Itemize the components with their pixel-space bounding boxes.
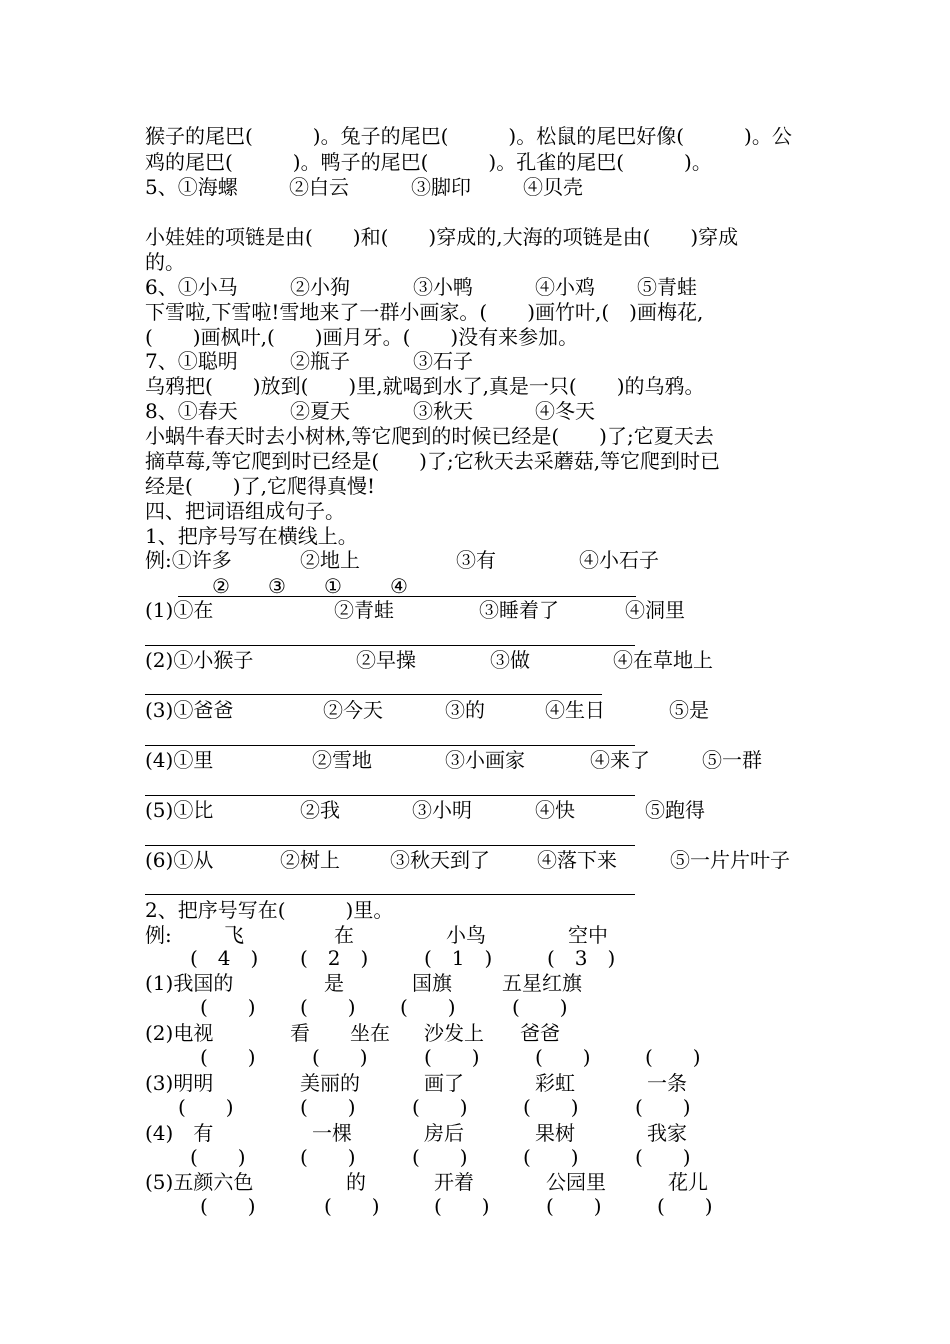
word-option: (2)①小猴子: [145, 648, 254, 672]
answer-blank[interactable]: ( ): [300, 1095, 356, 1119]
example-answer: ①: [324, 574, 342, 598]
example-answer: ④: [390, 574, 408, 598]
answer-blank[interactable]: ( ): [400, 995, 456, 1019]
option: ⑤青蛙: [637, 275, 697, 299]
word: 公园里: [546, 1170, 606, 1194]
word: 美丽的: [300, 1071, 360, 1095]
word: 开着: [434, 1170, 474, 1194]
answer-line[interactable]: [145, 894, 635, 895]
answer-blank[interactable]: ( ): [300, 995, 356, 1019]
text-line: 下雪啦,下雪啦!雪地来了一群小画家。( )画竹叶,( )画梅花,: [145, 300, 704, 324]
word-option: ④落下来: [537, 848, 617, 872]
example-word: ②地上: [300, 548, 360, 572]
answer-line: [178, 596, 636, 597]
example-word: 飞: [224, 923, 244, 947]
answer-blank[interactable]: ( ): [523, 1145, 579, 1169]
example-answer: ( 1 ): [424, 946, 493, 970]
answer-blank[interactable]: ( ): [190, 1145, 246, 1169]
answer-blank[interactable]: ( ): [412, 1095, 468, 1119]
option: 8、①春天: [145, 399, 238, 423]
word-option: ⑤跑得: [645, 798, 705, 822]
word-option: ②青蛙: [334, 598, 394, 622]
word: (3)明明: [145, 1071, 214, 1095]
answer-blank[interactable]: ( ): [635, 1145, 691, 1169]
word-option: ③睡着了: [479, 598, 559, 622]
answer-blank[interactable]: ( ): [645, 1045, 701, 1069]
example-answer: ( 2 ): [300, 946, 369, 970]
word: 房后: [424, 1121, 464, 1145]
word: 看: [290, 1021, 310, 1045]
word: 是: [324, 971, 344, 995]
example-word: ③有: [456, 548, 496, 572]
word-option: ④生日: [545, 698, 605, 722]
word: 爸爸: [520, 1021, 560, 1045]
word-option: ③小明: [412, 798, 472, 822]
answer-line[interactable]: [145, 795, 635, 796]
option: 6、①小马: [145, 275, 238, 299]
word: (5)五颜六色: [145, 1170, 254, 1194]
word: 国旗: [412, 971, 452, 995]
word: 我家: [647, 1121, 687, 1145]
option: ②白云: [289, 175, 349, 199]
word-option: ⑤是: [669, 698, 709, 722]
option: 7、①聪明: [145, 349, 238, 373]
instruction: 2、把序号写在( )里。: [145, 898, 394, 922]
answer-blank[interactable]: ( ): [200, 1045, 256, 1069]
option: ②夏天: [290, 399, 350, 423]
word-option: ④快: [535, 798, 575, 822]
text-line: 小娃娃的项链是由( )和( )穿成的,大海的项链是由( )穿成: [145, 225, 739, 249]
text-line: 的。: [145, 250, 185, 274]
word-option: ⑤一片片叶子: [670, 848, 790, 872]
answer-blank[interactable]: ( ): [324, 1194, 380, 1218]
example-word: 空中: [568, 923, 608, 947]
word-option: ②我: [300, 798, 340, 822]
option: 5、①海螺: [145, 175, 238, 199]
answer-line[interactable]: [145, 845, 635, 846]
text-line: 猴子的尾巴( )。兔子的尾巴( )。松鼠的尾巴好像( )。公: [145, 124, 792, 148]
answer-blank[interactable]: ( ): [523, 1095, 579, 1119]
text-line: 小蜗牛春天时去小树林,等它爬到的时候已经是( )了;它夏天去: [145, 424, 714, 448]
word-option: ⑤一群: [702, 748, 762, 772]
text-line: ( )画枫叶,( )画月牙。( )没有来参加。: [145, 325, 579, 349]
text-line: 鸡的尾巴( )。鸭子的尾巴( )。孔雀的尾巴( )。: [145, 150, 712, 174]
option: ③石子: [413, 349, 473, 373]
answer-line[interactable]: [145, 694, 602, 695]
example-word: 在: [334, 923, 354, 947]
word-option: (5)①比: [145, 798, 214, 822]
word-option: (4)①里: [145, 748, 214, 772]
option: ④贝壳: [523, 175, 583, 199]
word: 一条: [647, 1071, 687, 1095]
answer-blank[interactable]: ( ): [657, 1194, 713, 1218]
example-answer: ( 3 ): [547, 946, 616, 970]
text-line: 乌鸦把( )放到( )里,就喝到水了,真是一只( )的乌鸦。: [145, 374, 705, 398]
answer-blank[interactable]: ( ): [434, 1194, 490, 1218]
answer-blank[interactable]: ( ): [178, 1095, 234, 1119]
example-word: 例:: [145, 923, 172, 947]
word: 的: [346, 1170, 366, 1194]
word: (2)电视: [145, 1021, 214, 1045]
word-option: ④在草地上: [613, 648, 713, 672]
example-word: ④小石子: [579, 548, 659, 572]
word-option: ②今天: [323, 698, 383, 722]
answer-blank[interactable]: ( ): [546, 1194, 602, 1218]
word-option: (6)①从: [145, 848, 214, 872]
answer-blank[interactable]: ( ): [424, 1045, 480, 1069]
word: 坐在: [350, 1021, 390, 1045]
answer-blank[interactable]: ( ): [512, 995, 568, 1019]
answer-blank[interactable]: ( ): [300, 1145, 356, 1169]
option: ④冬天: [535, 399, 595, 423]
answer-blank[interactable]: ( ): [200, 1194, 256, 1218]
answer-blank[interactable]: ( ): [200, 995, 256, 1019]
example-answer: ( 4 ): [190, 946, 259, 970]
word-option: ④来了: [590, 748, 650, 772]
example-answer: ③: [268, 574, 286, 598]
text-line: 经是( )了,它爬得真慢!: [145, 474, 375, 498]
text-line: 摘草莓,等它爬到时已经是( )了;它秋天去采蘑菇,等它爬到时已: [145, 449, 721, 473]
option: ③脚印: [411, 175, 471, 199]
option: ③小鸭: [413, 275, 473, 299]
word: 花儿: [668, 1170, 708, 1194]
word-option: ②雪地: [312, 748, 372, 772]
answer-blank[interactable]: ( ): [312, 1045, 368, 1069]
instruction: 1、把序号写在横线上。: [145, 524, 358, 548]
word: 画了: [424, 1071, 464, 1095]
example-word: 例:①许多: [145, 548, 232, 572]
word-option: ③的: [445, 698, 485, 722]
option: ③秋天: [413, 399, 473, 423]
word: 沙发上: [424, 1021, 484, 1045]
answer-blank[interactable]: ( ): [635, 1095, 691, 1119]
word-option: ②早操: [356, 648, 416, 672]
example-word: 小鸟: [446, 923, 486, 947]
answer-line[interactable]: [145, 645, 635, 646]
word: (1)我国的: [145, 971, 234, 995]
word: 五星红旗: [502, 971, 582, 995]
word: (4) 有: [145, 1121, 214, 1145]
word: 果树: [535, 1121, 575, 1145]
word: 彩虹: [535, 1071, 575, 1095]
option: ④小鸡: [535, 275, 595, 299]
word-option: ②树上: [280, 848, 340, 872]
word-option: ③秋天到了: [390, 848, 490, 872]
word-option: ③做: [490, 648, 530, 672]
word-option: (1)①在: [145, 598, 214, 622]
word: 一棵: [312, 1121, 352, 1145]
section-heading: 四、把词语组成句子。: [145, 499, 345, 523]
word-option: ③小画家: [445, 748, 525, 772]
option: ②瓶子: [290, 349, 350, 373]
example-answer: ②: [212, 574, 230, 598]
answer-line[interactable]: [145, 745, 635, 746]
answer-blank[interactable]: ( ): [535, 1045, 591, 1069]
option: ②小狗: [290, 275, 350, 299]
answer-blank[interactable]: ( ): [412, 1145, 468, 1169]
word-option: ④洞里: [625, 598, 685, 622]
word-option: (3)①爸爸: [145, 698, 234, 722]
